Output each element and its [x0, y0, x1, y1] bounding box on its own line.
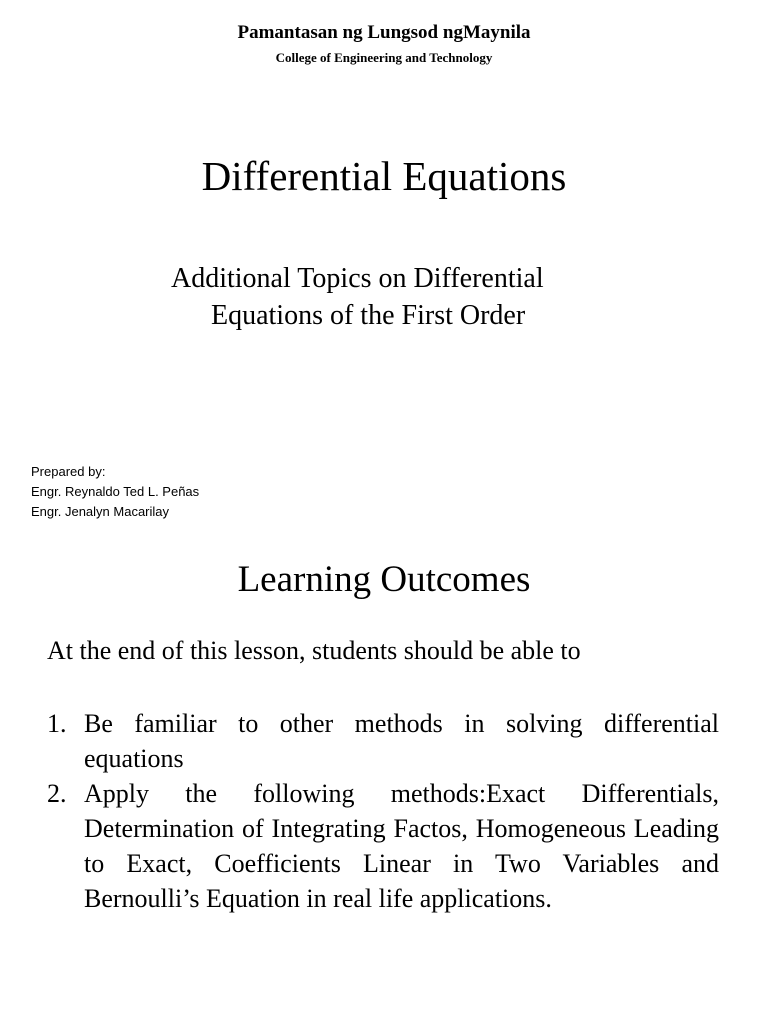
list-item-number: 1. — [47, 709, 67, 738]
author-name: Engr. Reynaldo Ted L. Peñas — [31, 484, 200, 499]
learning-outcomes-heading: Learning Outcomes — [237, 559, 531, 600]
prepared-by-block — [31, 462, 199, 522]
list-item-text: Be familiar to other methods in solving differential equations — [84, 709, 719, 773]
list-item-text: Apply the following methods:Exact Differentials, Determination of Integrating Factos, Homogeneous Leading to Exact, Coefficients Linear in Two Variables and Bernoulli’s Equation in real life applications. — [84, 779, 719, 913]
subtitle-line-1: Additional Topics on Differential — [171, 263, 544, 294]
college-name: College of Engineering and Technology — [275, 50, 493, 65]
document-title: Differential Equations — [201, 153, 567, 199]
author-name: Engr. Jenalyn Macarilay — [31, 504, 170, 519]
learning-outcomes-intro: At the end of this lesson, students should be able to — [47, 636, 581, 665]
learning-outcomes-list — [47, 706, 719, 916]
list-item-number: 2. — [47, 779, 67, 808]
subtitle-line-2: Equations of the First Order — [211, 300, 526, 331]
document-subtitle — [0, 260, 768, 334]
prepared-by-label: Prepared by: — [31, 464, 106, 479]
list-item — [47, 776, 719, 916]
university-name: Pamantasan ng Lungsod ngMaynila — [237, 22, 531, 43]
list-item — [47, 706, 719, 776]
